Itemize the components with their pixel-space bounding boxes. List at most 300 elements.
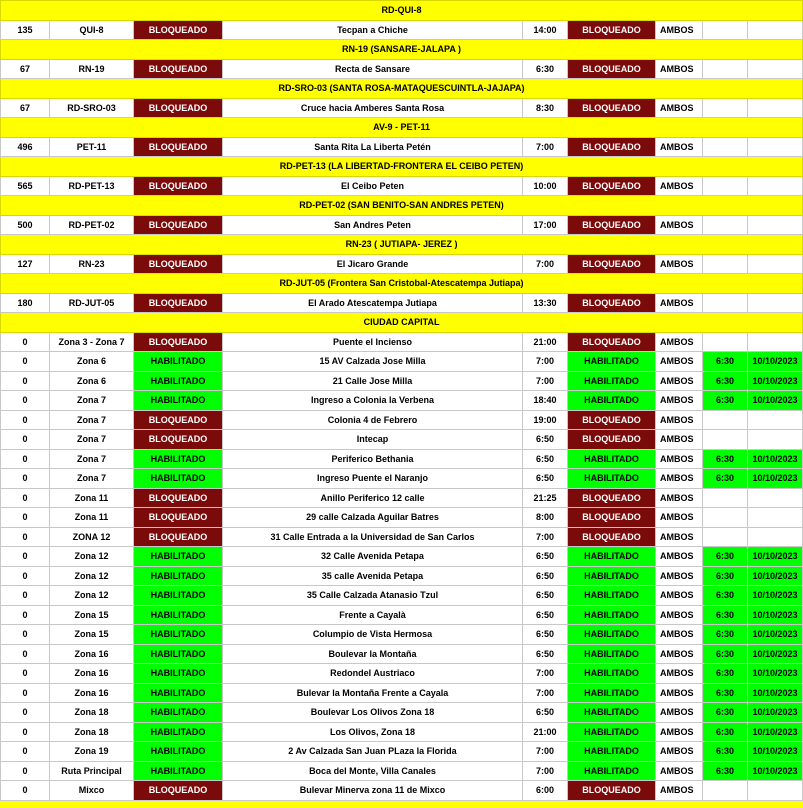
status-cell-2: BLOQUEADO [568, 410, 656, 430]
section-title: RN-19 (SANSARE-JALAPA ) [1, 40, 803, 60]
time-cell: 6:50 [523, 644, 568, 664]
location-cell: Bulevar la Montaña Frente a Cayala [223, 683, 523, 703]
time-cell: 17:00 [523, 215, 568, 235]
direction-cell: AMBOS [656, 742, 703, 762]
direction-cell: AMBOS [656, 547, 703, 567]
status-cell-2: BLOQUEADO [568, 527, 656, 547]
table-row [1, 20, 803, 40]
section-header-row [1, 1, 803, 21]
km-cell: 0 [1, 410, 50, 430]
time-cell: 14:00 [523, 20, 568, 40]
direction-cell: AMBOS [656, 254, 703, 274]
direction-cell: AMBOS [656, 605, 703, 625]
enabled-time-cell: 6:30 [703, 391, 748, 411]
enabled-date-cell [748, 254, 803, 274]
enabled-time-cell: 6:30 [703, 644, 748, 664]
status-cell-2: BLOQUEADO [568, 137, 656, 157]
time-cell: 6:30 [523, 59, 568, 79]
location-cell: Ingreso a Colonia la Verbena [223, 391, 523, 411]
status-cell-2: BLOQUEADO [568, 488, 656, 508]
enabled-date-cell: 10/10/2023 [748, 352, 803, 372]
location-cell: Puente el Incienso [223, 332, 523, 352]
route-cell: ZONA 12 [50, 527, 134, 547]
route-cell: RD-PET-13 [50, 176, 134, 196]
status-cell: HABILITADO [134, 605, 223, 625]
enabled-date-cell [748, 20, 803, 40]
time-cell: 19:00 [523, 410, 568, 430]
enabled-date-cell: 10/10/2023 [748, 664, 803, 684]
status-cell-2: BLOQUEADO [568, 332, 656, 352]
time-cell: 7:00 [523, 742, 568, 762]
enabled-time-cell: 6:30 [703, 683, 748, 703]
enabled-time-cell: 6:30 [703, 625, 748, 645]
status-cell: BLOQUEADO [134, 59, 223, 79]
enabled-date-cell [748, 176, 803, 196]
enabled-date-cell: 10/10/2023 [748, 605, 803, 625]
km-cell: 0 [1, 488, 50, 508]
route-cell: RN-23 [50, 254, 134, 274]
status-cell: HABILITADO [134, 722, 223, 742]
enabled-time-cell: 6:30 [703, 566, 748, 586]
status-cell: BLOQUEADO [134, 137, 223, 157]
section-header-row [1, 118, 803, 138]
direction-cell: AMBOS [656, 644, 703, 664]
direction-cell: AMBOS [656, 176, 703, 196]
route-cell: Zona 18 [50, 703, 134, 723]
route-cell: Zona 7 [50, 430, 134, 450]
route-cell: QUI-8 [50, 20, 134, 40]
location-cell: 2 Av Calzada San Juan PLaza la Florida [223, 742, 523, 762]
section-title: RD-PET-02 (SAN BENITO-SAN ANDRES PETEN) [1, 196, 803, 216]
enabled-date-cell: 10/10/2023 [748, 722, 803, 742]
status-cell: HABILITADO [134, 352, 223, 372]
table-row [1, 430, 803, 450]
enabled-date-cell [748, 410, 803, 430]
status-cell: HABILITADO [134, 371, 223, 391]
enabled-date-cell: 10/10/2023 [748, 625, 803, 645]
direction-cell: AMBOS [656, 527, 703, 547]
time-cell: 7:00 [523, 683, 568, 703]
table-row [1, 98, 803, 118]
status-cell-2: HABILITADO [568, 566, 656, 586]
status-cell: BLOQUEADO [134, 488, 223, 508]
direction-cell: AMBOS [656, 469, 703, 489]
km-cell: 500 [1, 215, 50, 235]
km-cell: 0 [1, 742, 50, 762]
status-cell: BLOQUEADO [134, 215, 223, 235]
status-cell: BLOQUEADO [134, 20, 223, 40]
location-cell: Boulevar la Montaña [223, 644, 523, 664]
enabled-time-cell: 6:30 [703, 761, 748, 781]
enabled-time-cell [703, 488, 748, 508]
table-row [1, 566, 803, 586]
status-cell: HABILITADO [134, 664, 223, 684]
km-cell: 0 [1, 683, 50, 703]
direction-cell: AMBOS [656, 449, 703, 469]
status-cell: HABILITADO [134, 547, 223, 567]
direction-cell: AMBOS [656, 722, 703, 742]
direction-cell: AMBOS [656, 508, 703, 528]
km-cell: 0 [1, 566, 50, 586]
table-row [1, 488, 803, 508]
status-cell: BLOQUEADO [134, 508, 223, 528]
enabled-time-cell [703, 527, 748, 547]
km-cell: 0 [1, 332, 50, 352]
table-row [1, 59, 803, 79]
enabled-date-cell [748, 781, 803, 801]
route-cell: Zona 11 [50, 488, 134, 508]
section-title: RD-JUT-05 (Frontera San Cristobal-Atescatempa Jutiapa) [1, 274, 803, 294]
km-cell: 0 [1, 547, 50, 567]
enabled-time-cell: 6:30 [703, 605, 748, 625]
km-cell: 67 [1, 59, 50, 79]
route-cell: Zona 6 [50, 352, 134, 372]
enabled-time-cell: 6:30 [703, 469, 748, 489]
table-row [1, 547, 803, 567]
direction-cell: AMBOS [656, 566, 703, 586]
enabled-date-cell: 10/10/2023 [748, 742, 803, 762]
status-cell-2: BLOQUEADO [568, 781, 656, 801]
km-cell: 0 [1, 527, 50, 547]
status-cell-2: BLOQUEADO [568, 20, 656, 40]
route-cell: Zona 3 - Zona 7 [50, 332, 134, 352]
enabled-time-cell: 6:30 [703, 664, 748, 684]
time-cell: 6:00 [523, 781, 568, 801]
location-cell: Boca del Monte, Villa Canales [223, 761, 523, 781]
table-body [1, 1, 803, 801]
route-cell: Zona 15 [50, 605, 134, 625]
km-cell: 0 [1, 761, 50, 781]
status-cell: HABILITADO [134, 391, 223, 411]
section-header-row [1, 235, 803, 255]
enabled-date-cell: 10/10/2023 [748, 683, 803, 703]
table-row [1, 527, 803, 547]
status-cell-2: BLOQUEADO [568, 293, 656, 313]
enabled-time-cell [703, 781, 748, 801]
status-cell-2: HABILITADO [568, 742, 656, 762]
status-cell: BLOQUEADO [134, 781, 223, 801]
status-cell: HABILITADO [134, 644, 223, 664]
km-cell: 0 [1, 508, 50, 528]
table-row [1, 137, 803, 157]
enabled-date-cell [748, 98, 803, 118]
location-cell: Recta de Sansare [223, 59, 523, 79]
direction-cell: AMBOS [656, 98, 703, 118]
direction-cell: AMBOS [656, 625, 703, 645]
section-title: AV-9 - PET-11 [1, 118, 803, 138]
location-cell: Tecpan a Chiche [223, 20, 523, 40]
time-cell: 6:50 [523, 586, 568, 606]
location-cell: Periferico Bethania [223, 449, 523, 469]
km-cell: 0 [1, 703, 50, 723]
enabled-date-cell [748, 137, 803, 157]
direction-cell: AMBOS [656, 293, 703, 313]
location-cell: Los Olivos, Zona 18 [223, 722, 523, 742]
direction-cell: AMBOS [656, 586, 703, 606]
table-row [1, 761, 803, 781]
location-cell: Intecap [223, 430, 523, 450]
enabled-date-cell: 10/10/2023 [748, 703, 803, 723]
direction-cell: AMBOS [656, 410, 703, 430]
section-title: RD-QUI-8 [1, 1, 803, 21]
section-header-row [1, 274, 803, 294]
status-cell-2: HABILITADO [568, 683, 656, 703]
table-row [1, 352, 803, 372]
time-cell: 6:50 [523, 430, 568, 450]
location-cell: El Arado Atescatempa Jutiapa [223, 293, 523, 313]
table-row [1, 644, 803, 664]
enabled-date-cell: 10/10/2023 [748, 644, 803, 664]
route-cell: Zona 11 [50, 508, 134, 528]
status-cell-2: HABILITADO [568, 761, 656, 781]
enabled-time-cell: 6:30 [703, 586, 748, 606]
direction-cell: AMBOS [656, 430, 703, 450]
location-cell: 29 calle Calzada Aguilar Batres [223, 508, 523, 528]
route-cell: Zona 7 [50, 449, 134, 469]
time-cell: 18:40 [523, 391, 568, 411]
time-cell: 6:50 [523, 547, 568, 567]
status-cell-2: HABILITADO [568, 703, 656, 723]
direction-cell: AMBOS [656, 761, 703, 781]
location-cell: Boulevar Los Olivos Zona 18 [223, 703, 523, 723]
route-cell: RN-19 [50, 59, 134, 79]
status-cell-2: HABILITADO [568, 605, 656, 625]
enabled-date-cell [748, 508, 803, 528]
enabled-time-cell [703, 332, 748, 352]
table-row [1, 625, 803, 645]
time-cell: 10:00 [523, 176, 568, 196]
table-row [1, 605, 803, 625]
enabled-time-cell [703, 20, 748, 40]
time-cell: 8:30 [523, 98, 568, 118]
section-header-row [1, 196, 803, 216]
status-cell-2: HABILITADO [568, 391, 656, 411]
time-cell: 7:00 [523, 761, 568, 781]
status-cell: BLOQUEADO [134, 98, 223, 118]
status-cell-2: BLOQUEADO [568, 508, 656, 528]
route-cell: Zona 7 [50, 391, 134, 411]
table-row [1, 664, 803, 684]
status-cell-2: HABILITADO [568, 371, 656, 391]
enabled-time-cell [703, 430, 748, 450]
enabled-time-cell [703, 508, 748, 528]
status-cell: BLOQUEADO [134, 176, 223, 196]
location-cell: 15 AV Calzada Jose Milla [223, 352, 523, 372]
status-cell-2: HABILITADO [568, 664, 656, 684]
km-cell: 565 [1, 176, 50, 196]
enabled-time-cell: 6:30 [703, 703, 748, 723]
time-cell: 6:50 [523, 566, 568, 586]
location-cell: Columpio de Vista Hermosa [223, 625, 523, 645]
direction-cell: AMBOS [656, 703, 703, 723]
route-cell: Zona 18 [50, 722, 134, 742]
table-row [1, 683, 803, 703]
status-cell: HABILITADO [134, 683, 223, 703]
enabled-date-cell [748, 430, 803, 450]
status-cell-2: BLOQUEADO [568, 215, 656, 235]
table-row [1, 586, 803, 606]
table-row [1, 742, 803, 762]
direction-cell: AMBOS [656, 352, 703, 372]
direction-cell: AMBOS [656, 664, 703, 684]
route-cell: RD-JUT-05 [50, 293, 134, 313]
table-row [1, 293, 803, 313]
direction-cell: AMBOS [656, 391, 703, 411]
status-cell: HABILITADO [134, 703, 223, 723]
direction-cell: AMBOS [656, 781, 703, 801]
route-cell: Zona 16 [50, 664, 134, 684]
table-row [1, 449, 803, 469]
enabled-date-cell: 10/10/2023 [748, 586, 803, 606]
status-cell-2: HABILITADO [568, 625, 656, 645]
enabled-date-cell: 10/10/2023 [748, 449, 803, 469]
status-cell: BLOQUEADO [134, 254, 223, 274]
time-cell: 21:00 [523, 722, 568, 742]
km-cell: 0 [1, 449, 50, 469]
status-cell: BLOQUEADO [134, 527, 223, 547]
table-row [1, 371, 803, 391]
direction-cell: AMBOS [656, 59, 703, 79]
enabled-date-cell: 10/10/2023 [748, 371, 803, 391]
direction-cell: AMBOS [656, 371, 703, 391]
status-cell: HABILITADO [134, 449, 223, 469]
status-cell-2: BLOQUEADO [568, 98, 656, 118]
enabled-time-cell [703, 59, 748, 79]
status-cell-2: HABILITADO [568, 644, 656, 664]
status-cell-2: BLOQUEADO [568, 176, 656, 196]
status-cell-2: BLOQUEADO [568, 430, 656, 450]
enabled-time-cell [703, 176, 748, 196]
enabled-time-cell [703, 293, 748, 313]
time-cell: 7:00 [523, 664, 568, 684]
location-cell: Anillo Periferico 12 calle [223, 488, 523, 508]
km-cell: 0 [1, 644, 50, 664]
route-cell: Ruta Principal [50, 761, 134, 781]
enabled-time-cell: 6:30 [703, 371, 748, 391]
section-header-row [1, 313, 803, 333]
direction-cell: AMBOS [656, 137, 703, 157]
status-cell-2: HABILITADO [568, 547, 656, 567]
enabled-time-cell: 6:30 [703, 449, 748, 469]
km-cell: 0 [1, 352, 50, 372]
location-cell: Frente a Cayalà [223, 605, 523, 625]
route-cell: RD-PET-02 [50, 215, 134, 235]
route-cell: Zona 15 [50, 625, 134, 645]
section-header-row [1, 40, 803, 60]
enabled-date-cell [748, 488, 803, 508]
location-cell: El Ceibo Peten [223, 176, 523, 196]
time-cell: 21:00 [523, 332, 568, 352]
location-cell: Santa Rita La Liberta Petén [223, 137, 523, 157]
time-cell: 8:00 [523, 508, 568, 528]
status-cell: BLOQUEADO [134, 430, 223, 450]
location-cell: 32 Calle Avenida Petapa [223, 547, 523, 567]
km-cell: 0 [1, 371, 50, 391]
enabled-time-cell: 6:30 [703, 352, 748, 372]
enabled-date-cell: 10/10/2023 [748, 547, 803, 567]
km-cell: 0 [1, 391, 50, 411]
direction-cell: AMBOS [656, 683, 703, 703]
location-cell: 21 Calle Jose Milla [223, 371, 523, 391]
table-row [1, 332, 803, 352]
enabled-time-cell: 6:30 [703, 547, 748, 567]
table-row [1, 508, 803, 528]
section-header-row [1, 79, 803, 99]
enabled-date-cell [748, 293, 803, 313]
table-row [1, 254, 803, 274]
route-cell: Zona 6 [50, 371, 134, 391]
direction-cell: AMBOS [656, 332, 703, 352]
status-cell-2: HABILITADO [568, 449, 656, 469]
km-cell: 0 [1, 781, 50, 801]
km-cell: 496 [1, 137, 50, 157]
enabled-date-cell [748, 59, 803, 79]
time-cell: 6:50 [523, 703, 568, 723]
enabled-time-cell [703, 137, 748, 157]
time-cell: 21:25 [523, 488, 568, 508]
enabled-time-cell: 6:30 [703, 742, 748, 762]
enabled-time-cell: 6:30 [703, 722, 748, 742]
route-cell: Zona 12 [50, 586, 134, 606]
table-row [1, 215, 803, 235]
route-cell: Zona 12 [50, 566, 134, 586]
status-cell: HABILITADO [134, 742, 223, 762]
status-cell-2: HABILITADO [568, 352, 656, 372]
enabled-date-cell: 10/10/2023 [748, 566, 803, 586]
time-cell: 7:00 [523, 254, 568, 274]
status-cell: BLOQUEADO [134, 293, 223, 313]
km-cell: 135 [1, 20, 50, 40]
location-cell: Cruce hacia Amberes Santa Rosa [223, 98, 523, 118]
route-cell: Zona 19 [50, 742, 134, 762]
status-cell: HABILITADO [134, 566, 223, 586]
status-cell-2: BLOQUEADO [568, 254, 656, 274]
time-cell: 6:50 [523, 469, 568, 489]
time-cell: 13:30 [523, 293, 568, 313]
location-cell: Redondel Austriaco [223, 664, 523, 684]
km-cell: 0 [1, 664, 50, 684]
status-cell: HABILITADO [134, 761, 223, 781]
status-cell: BLOQUEADO [134, 332, 223, 352]
section-title: RN-23 ( JUTIAPA- JEREZ ) [1, 235, 803, 255]
direction-cell: AMBOS [656, 20, 703, 40]
status-cell: HABILITADO [134, 586, 223, 606]
table-row [1, 391, 803, 411]
status-cell: HABILITADO [134, 469, 223, 489]
table-row [1, 781, 803, 801]
location-cell: Ingreso Puente el Naranjo [223, 469, 523, 489]
section-header-row [1, 157, 803, 177]
section-title: RD-SRO-03 (SANTA ROSA-MATAQUESCUINTLA-JAJAPA) [1, 79, 803, 99]
status-cell-2: HABILITADO [568, 469, 656, 489]
km-cell: 0 [1, 430, 50, 450]
time-cell: 6:50 [523, 625, 568, 645]
route-cell: Zona 7 [50, 410, 134, 430]
enabled-date-cell [748, 215, 803, 235]
status-cell: BLOQUEADO [134, 410, 223, 430]
direction-cell: AMBOS [656, 215, 703, 235]
time-cell: 6:50 [523, 605, 568, 625]
enabled-date-cell [748, 332, 803, 352]
time-cell: 6:50 [523, 449, 568, 469]
status-cell: HABILITADO [134, 625, 223, 645]
enabled-time-cell [703, 410, 748, 430]
status-cell-2: HABILITADO [568, 586, 656, 606]
section-title: RD-PET-13 (LA LIBERTAD-FRONTERA EL CEIBO PETEN) [1, 157, 803, 177]
km-cell: 0 [1, 469, 50, 489]
enabled-date-cell: 10/10/2023 [748, 469, 803, 489]
time-cell: 7:00 [523, 371, 568, 391]
